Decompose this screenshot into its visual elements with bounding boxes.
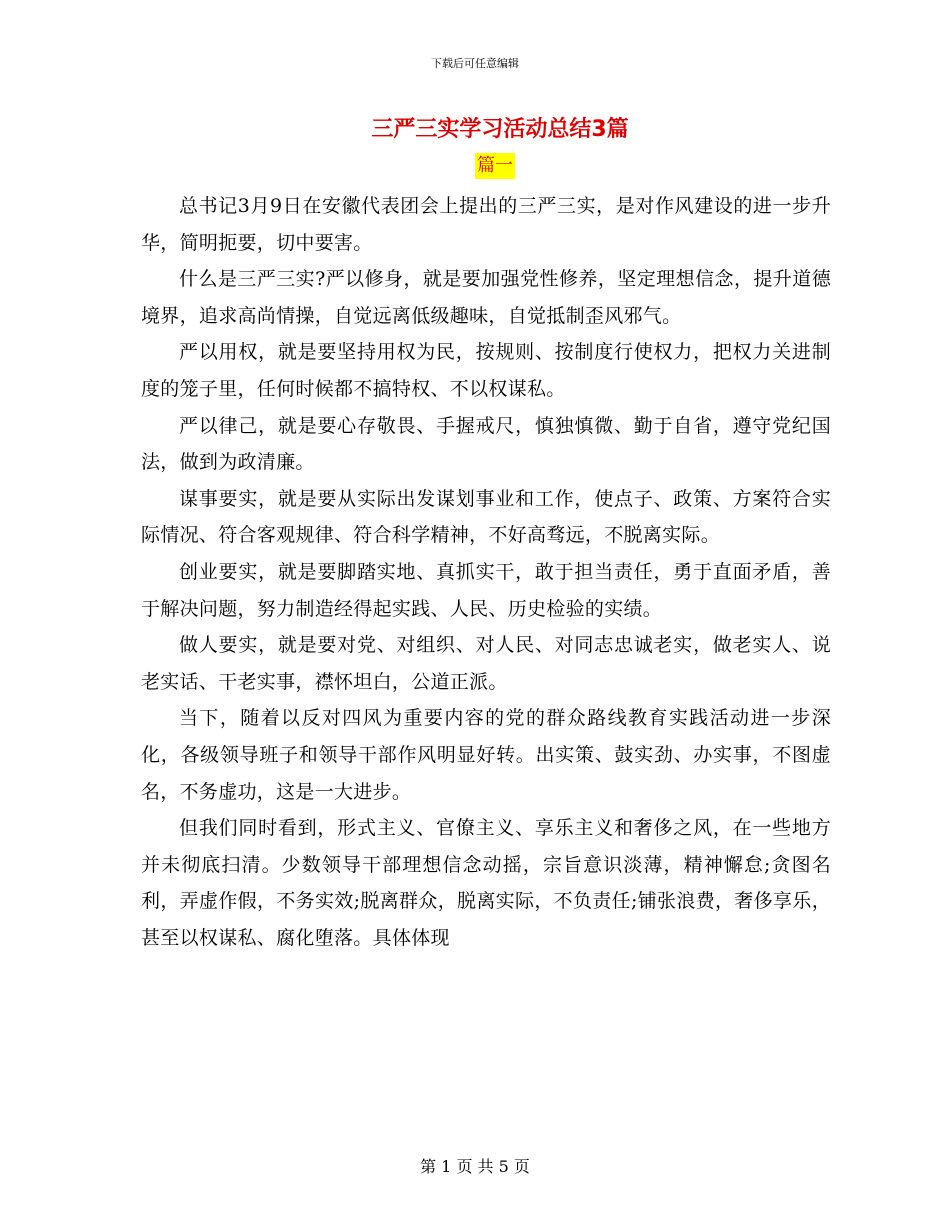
paragraph: 严以用权，就是要坚持用权为民，按规则、按制度行使权力，把权力关进制度的笼子里，任何时候都不搞特权、不以权谋私。: [141, 341, 831, 400]
paragraph: 总书记3月9日在安徽代表团会上提出的三严三实，是对作风建设的进一步升华，简明扼要，切中要害。: [141, 195, 831, 254]
paragraph: 什么是三严三实?严以修身，就是要加强党性修养，坚定理想信念，提升道德境界，追求高尚情操，自觉远离低级趣味，自觉抵制歪风邪气。: [141, 268, 831, 327]
paragraph: 谋事要实，就是要从实际出发谋划事业和工作，使点子、政策、方案符合实际情况、符合客观规律、符合科学精神，不好高骛远，不脱离实际。: [141, 487, 831, 547]
paragraph: 创业要实，就是要脚踏实地、真抓实干，敢于担当责任，勇于直面矛盾，善于解决问题，努力制造经得起实践、人民、历史检验的实绩。: [141, 560, 831, 620]
paragraph: 当下，随着以反对四风为重要内容的党的群众路线教育实践活动进一步深化，各级领导班子和领导干部作风明显好转。出实策、鼓实劲、办实事，不图虚名，不务虚功，这是一大进步。: [141, 707, 831, 803]
section-label: 篇一: [475, 153, 515, 179]
header-note: 下载后可任意编辑: [431, 57, 519, 70]
body-text: [141, 188, 831, 956]
paragraph: 做人要实，就是要对党、对组织、对人民、对同志忠诚老实，做老实人、说老实话、干老实事，襟怀坦白，公道正派。: [141, 634, 831, 693]
paragraph: 但我们同时看到，形式主义、官僚主义、享乐主义和奢侈之风，在一些地方并未彻底扫清。少数领导干部理想信念动摇，宗旨意识淡薄，精神懈怠;贪图名利，弄虚作假，不务实效;脱离群众，脱离实际，不负责任;铺张浪费，奢侈享乐，甚至以权谋私、腐化堕落。具体体现: [141, 817, 831, 949]
document-title: 三严三实学习活动总结3篇: [371, 117, 629, 142]
paragraph: 严以律己，就是要心存敬畏、手握戒尺，慎独慎微、勤于自省，遵守党纪国法，做到为政清廉。: [141, 414, 831, 474]
page-number-footer: 第 1 页 共 5 页: [420, 1157, 530, 1176]
